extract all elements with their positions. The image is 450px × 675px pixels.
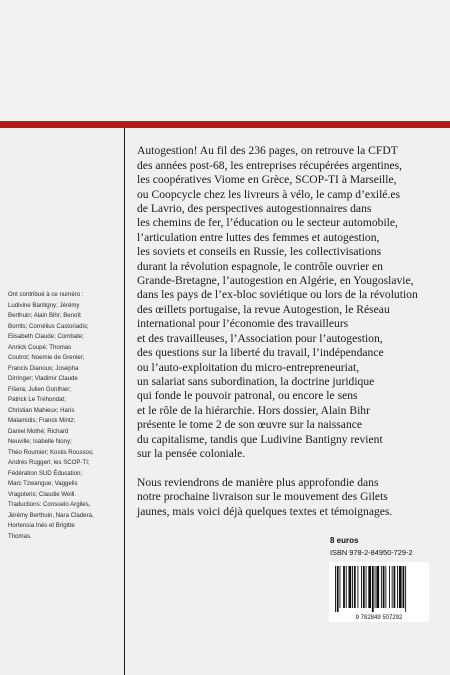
blurb-paragraph-1: Autogestion! Au fil des 236 pages, on retrouve la CFDT des années post-68, les entreprises récupérées argentines, les coopératives Viome en Grèce, SCOP-TI à Marseille, ou Coopcycle chez les livreurs à vélo, le camp d’exilé.es de Lavrio, des perspectives autogestionnaires dans les chemins de fer, l’éducation ou le secteur automobile, l’articulation entre luttes des femmes et autogestion, les soviets et conseils en Russie, les collectivisations durant la révolution espagnole, le contrôle ouvrier en Grande-Bretagne, l’autogestion en Algérie, en Yougoslavie, dans les pays de l’ex-bloc soviétique ou lors de la révolution des œillets portugaise, la revue Autogestion, le Réseau international pour l’économie des travailleurs et des travailleuses, l’Association pour l’autogestion, des questions sur la liberté du travail, l’indépendance ou l’auto-exploitation du micro-entrepreneuriat, un salariat sans subordination, la doctrine juridique qui fonde le pouvoir patronal, ou encore le sens et le rôle de la hiérarchie. Hors dossier, Alain Bihr présente le tome 2 de son œuvre sur la naissance du capitalisme, tandis que Ludivine Bantigny revient sur la pensée coloniale. <box>137 144 418 460</box>
blurb-text <box>137 130 437 533</box>
top-blank-area <box>0 0 450 121</box>
vertical-divider <box>124 128 125 675</box>
blurb-paragraph-2: Nous reviendrons de manière plus approfondie dans notre prochaine livraison sur le mouvement des Gilets jaunes, mais voici déjà quelques textes et témoignages. <box>137 475 393 518</box>
barcode-bars <box>329 562 429 622</box>
price-label: 8 euros <box>330 536 359 545</box>
barcode <box>329 562 429 622</box>
contributors-list: Ont contribué à ce numéro : Ludivine Bantigny; Jérémy Berthuin; Alain Bihr; Benoît Borrits; Cornélius Castoriadis; Elisabeth Claude; Combate; Annick Coupé; Thomas Coutrot; Noemie de Grenier; Francis Dianoux; Josépha Dirringer; Vladimir Claude Fišera; Julien Gonthier; Patrick Le Tréhondat; Christian Mahieux; Haris Malamidis; Franck Mintz; Daniel Mothé; Richard Neuville; Isabelle Nony; Théo Roumier; Kostis Roussos; Andrés Ruggeri; les SCOP-TI; Fédération SUD Éducation; Marc Tzwangue; Vaggelis Vragoteris; Claudie Weill. Traductions: Consuelo Argiles, Jérémy Berthuin, Nara Cladera, Hortensia Inés et Brigitte Thomas. <box>8 291 94 540</box>
barcode-digits: 9 782849 507292 <box>355 615 403 621</box>
red-accent-bar <box>0 121 450 128</box>
isbn-label: ISBN 978-2-84950-729-2 <box>330 548 413 557</box>
